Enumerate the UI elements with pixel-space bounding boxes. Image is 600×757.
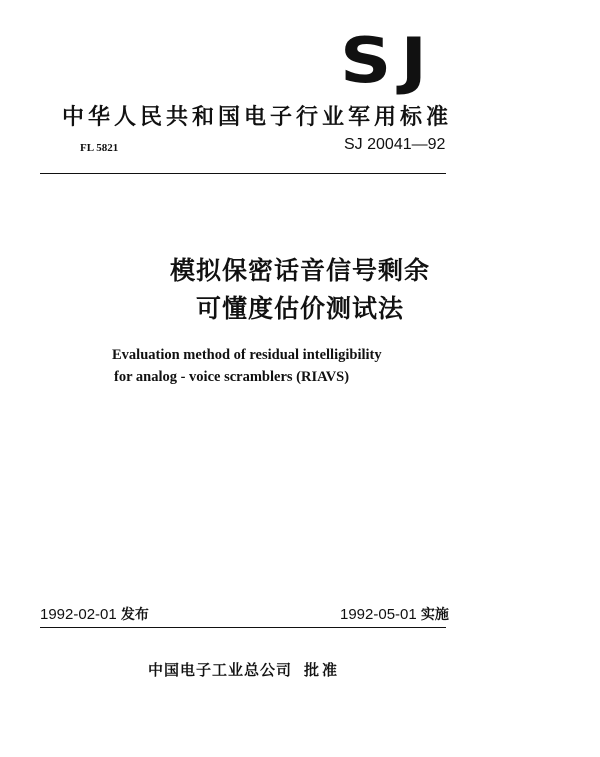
implement-label: 实施 [420, 607, 449, 623]
issue-date: 1992-02-01 [40, 606, 117, 623]
approver-organization: 中国电子工业总公司 [148, 661, 293, 679]
header-divider [40, 173, 446, 174]
fl-classification-code: FL 5821 [80, 142, 119, 154]
chinese-title-line-1: 模拟保密话音信号剩余 [169, 256, 430, 285]
issue-date-block [40, 604, 149, 624]
implement-date-block [340, 604, 449, 624]
footer-divider [40, 627, 446, 628]
sj-logo: SJ [340, 24, 437, 97]
standard-number: SJ 20041—92 [344, 136, 446, 153]
standard-category-title: 中华人民共和国电子行业军用标准 [62, 105, 453, 130]
issue-label: 发布 [120, 607, 149, 623]
approval-label: 批准 [304, 661, 341, 679]
english-title-line-2: for analog - voice scramblers (RIAVS) [114, 369, 350, 385]
english-title [112, 344, 382, 388]
chinese-title [0, 252, 600, 328]
implement-date: 1992-05-01 [340, 606, 417, 623]
english-title-line-1: Evaluation method of residual intelligibility [112, 347, 382, 363]
chinese-title-line-2: 可懂度估价测试法 [195, 294, 404, 323]
